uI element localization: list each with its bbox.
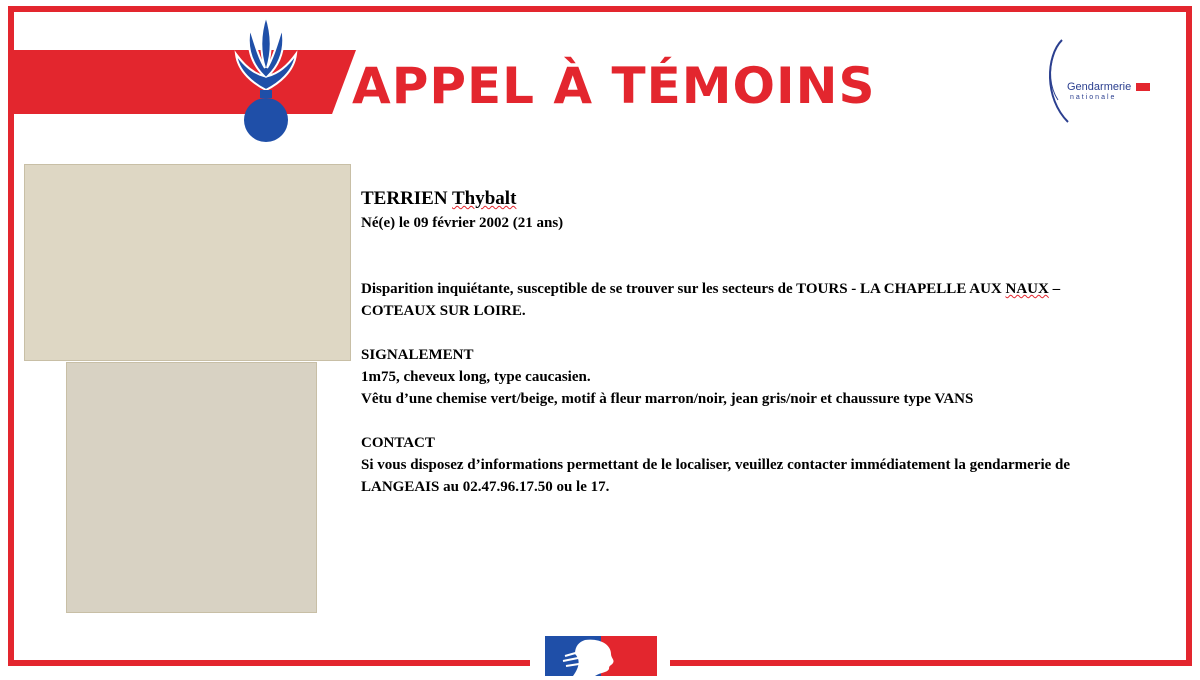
page-title: APPEL À TÉMOINS: [352, 57, 876, 115]
disappearance-text: [361, 278, 1121, 322]
description-line-2: Vêtu d’une chemise vert/beige, motif à fleur marron/noir, jean gris/noir et chaussure type VANS: [361, 391, 974, 407]
person-last-name: TERRIEN: [361, 188, 448, 209]
disappearance-text-end: – COTEAUX SUR LOIRE.: [361, 281, 1061, 319]
person-first-name: Thybalt: [452, 188, 517, 209]
logo-label-gendarmerie: Gendarmerie: [1067, 81, 1132, 93]
person-photo-outdoor: [24, 164, 351, 361]
person-name: [361, 186, 1121, 212]
logo-flag: [1136, 83, 1150, 91]
contact-text: Si vous disposez d’informations permettant de le localiser, veuillez contacter immédiatement la gendarmerie de LANGEAIS au 02.47.96.17.50 ou le 17.: [361, 457, 1071, 495]
grenade-emblem-icon: [230, 14, 302, 144]
disappearance-text-naux: NAUX: [1005, 281, 1049, 297]
disappearance-text-start: Disparition inquiétante, susceptible de se trouver sur les secteurs de TOURS - LA CHAPELLE AUX: [361, 281, 1006, 297]
marianne-logo-icon: [545, 636, 657, 676]
notice-body: [361, 186, 1121, 498]
person-photo-portrait: [66, 362, 317, 613]
header-banner: [14, 50, 356, 114]
logo-label-nationale: nationale: [1070, 94, 1117, 101]
contact-heading: CONTACT: [361, 435, 435, 451]
description-heading: SIGNALEMENT: [361, 347, 474, 363]
person-birth: Né(e) le 09 février 2002 (21 ans): [361, 215, 564, 231]
description-line-1: 1m75, cheveux long, type caucasien.: [361, 369, 591, 385]
